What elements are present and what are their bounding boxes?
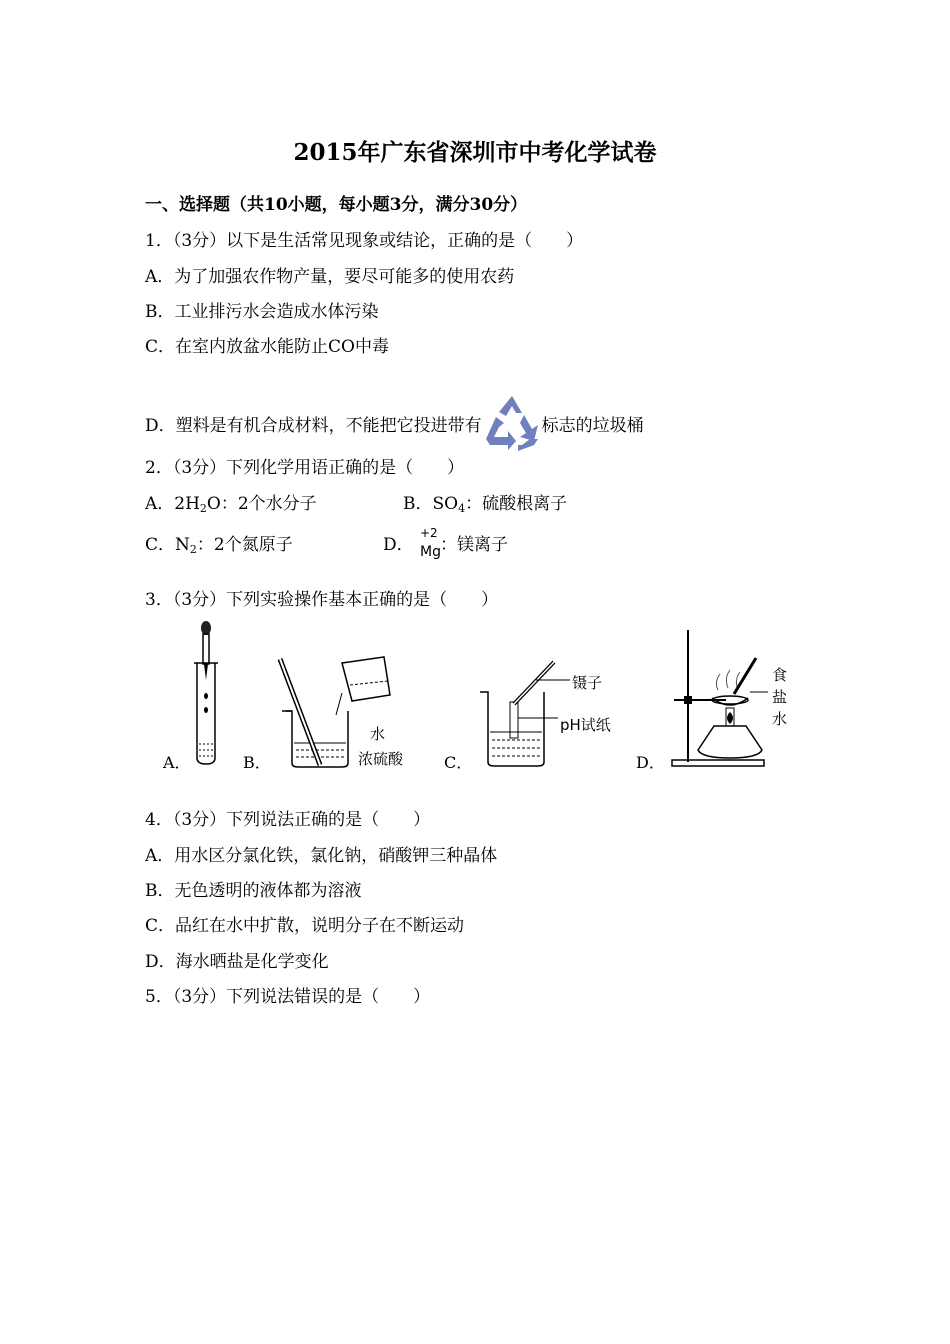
fig-d-salt-label: 食 盐 水	[772, 666, 788, 728]
q1-option-d-text-tail: 标志的垃圾桶	[541, 416, 644, 436]
evaporation-figure	[670, 628, 770, 770]
dropper-test-tube-figure	[190, 618, 224, 768]
fig-b-water-label: 水	[370, 725, 386, 743]
q1-option-c: C．在室内放盆水能防止CO中毒	[145, 337, 389, 357]
fig-c-paper-label: pH试纸	[560, 716, 611, 734]
q2-option-c: C．$N_2$：2个氮原子	[145, 535, 293, 556]
q1-option-b: B．工业排污水会造成水体污染	[145, 302, 379, 322]
q4-option-c: C．品红在水中扩散，说明分子在不断运动	[145, 916, 465, 936]
recycle-icon	[482, 393, 542, 453]
q1-option-a: A．为了加强农作物产量，要尽可能多的使用农药	[145, 267, 515, 287]
q1-stem: 1．（3分）以下是生活常见现象或结论，正确的是（ ）	[145, 231, 584, 251]
page-title: 2015年广东省深圳市中考化学试卷	[293, 139, 657, 166]
q4-option-b: B．无色透明的液体都为溶液	[145, 881, 362, 901]
element-label: Mg	[420, 544, 441, 560]
q4-option-d: D．海水晒盐是化学变化	[145, 952, 329, 972]
q1-option-d-text: D．塑料是有机合成材料，不能把它投进带有	[145, 416, 482, 436]
q2-option-d-label: D．	[383, 535, 414, 555]
q2-option-a: A．$2H_2O$：2个水分子	[145, 494, 317, 515]
charge-label: +2	[420, 526, 438, 540]
q3-label-c: C．	[444, 753, 473, 772]
q3-label-d: D．	[636, 753, 665, 772]
q2-option-b: B．$SO_4$：硫酸根离子	[403, 494, 568, 515]
q4-option-a: A．用水区分氯化铁，氯化钠，硝酸钾三种晶体	[145, 846, 498, 866]
fig-c-tweezers-label: 镊子	[572, 674, 603, 692]
q1-option-d	[145, 393, 644, 453]
q5-stem: 5．（3分）下列说法错误的是（ ）	[145, 987, 431, 1007]
fig-b-acid-label: 浓硫酸	[358, 750, 404, 768]
q3-stem: 3．（3分）下列实验操作基本正确的是（ ）	[145, 590, 499, 610]
q3-label-b: B．	[243, 753, 271, 772]
q2-option-d-text: ：镁离子	[440, 535, 508, 555]
ph-test-figure	[478, 660, 570, 770]
q4-stem: 4．（3分）下列说法正确的是（ ）	[145, 810, 431, 830]
section-heading: 一、选择题（共10小题，每小题3分，满分30分）	[145, 195, 528, 215]
q2-stem: 2．（3分）下列化学用语正确的是（ ）	[145, 458, 465, 478]
q3-label-a: A．	[163, 753, 191, 772]
